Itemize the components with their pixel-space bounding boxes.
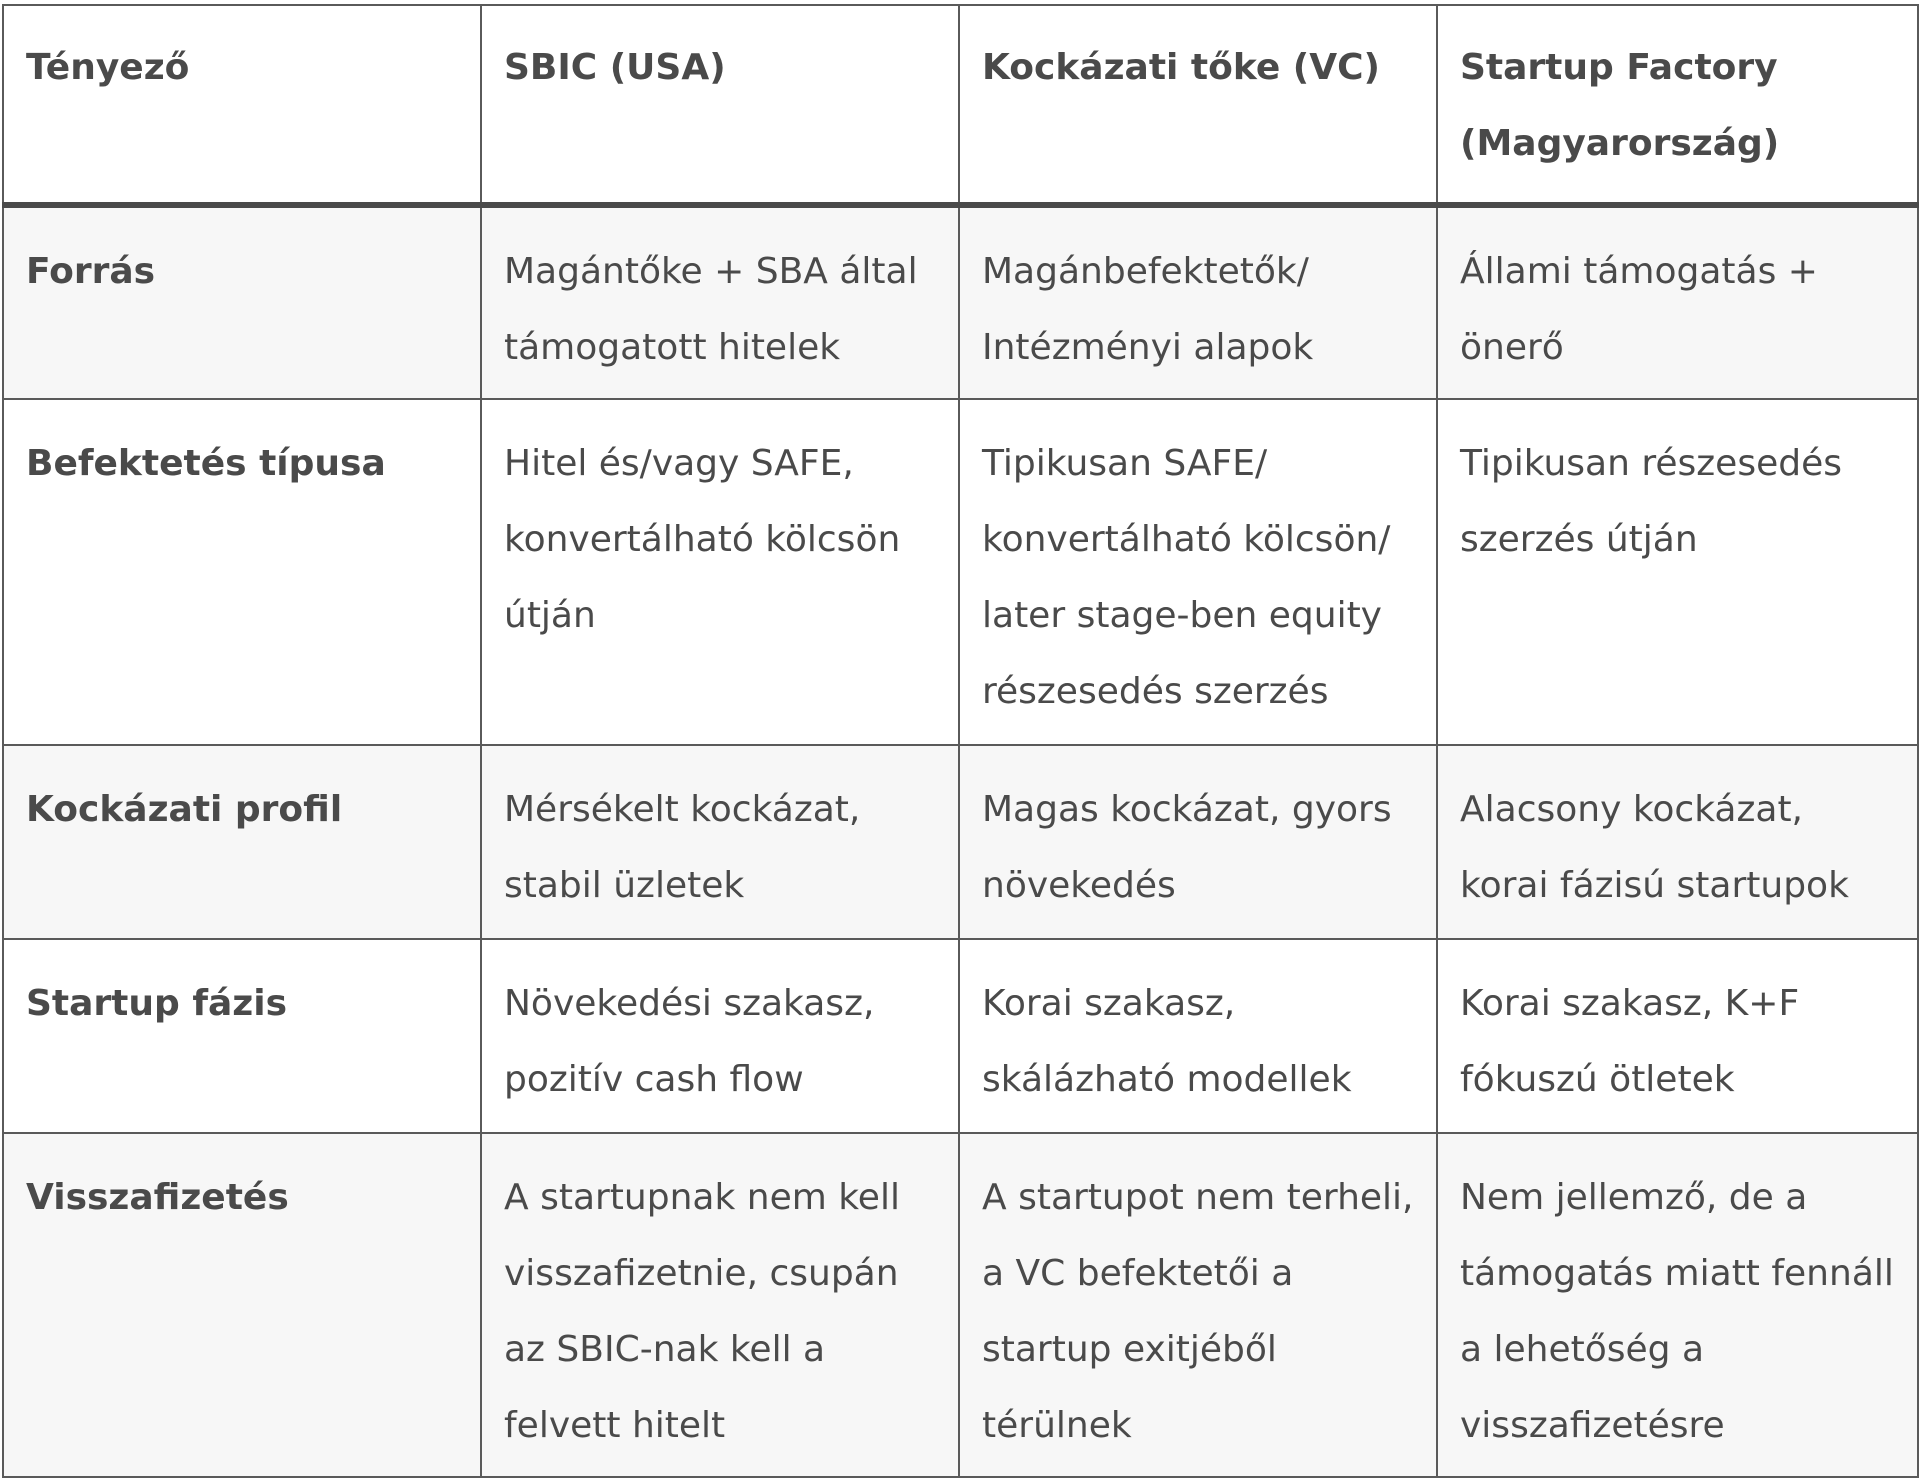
cell-startup-factory: Korai szakasz, K+F fókuszú ötletek	[1437, 939, 1918, 1133]
row-label-investment-type: Befektetés típusa	[3, 399, 481, 745]
cell-vc: Magánbefektetők/ Intézményi alapok	[959, 205, 1437, 399]
cell-vc: Magas kockázat, gyors növekedés	[959, 745, 1437, 939]
header-startup-factory: Startup Factory (Magyarország)	[1437, 5, 1918, 205]
row-label-source: Forrás	[3, 205, 481, 399]
cell-startup-factory: Tipikusan részesedés szerzés útján	[1437, 399, 1918, 745]
cell-vc: Korai szakasz, skálázható modellek	[959, 939, 1437, 1133]
cell-startup-factory: Alacsony kockázat, korai fázisú startupok	[1437, 745, 1918, 939]
table-row	[3, 205, 1918, 399]
header-row	[3, 5, 1918, 205]
cell-vc: A startupot nem terheli, a VC befektetői a startup exitjéből térülnek	[959, 1133, 1437, 1477]
table-row	[3, 939, 1918, 1133]
header-factor: Tényező	[3, 5, 481, 205]
cell-sbic: Növekedési szakasz, pozitív cash flow	[481, 939, 959, 1133]
table-row	[3, 745, 1918, 939]
table-header	[3, 5, 1918, 205]
header-sbic: SBIC (USA)	[481, 5, 959, 205]
cell-startup-factory: Állami támogatás + önerő	[1437, 205, 1918, 399]
header-vc: Kockázati tőke (VC)	[959, 5, 1437, 205]
cell-vc: Tipikusan SAFE/ konvertálható kölcsön/ later stage-ben equity részesedés szerzés	[959, 399, 1437, 745]
cell-startup-factory: Nem jellemző, de a támogatás miatt fennáll a lehetőség a visszafizetésre	[1437, 1133, 1918, 1477]
cell-sbic: Magántőke + SBA által támogatott hitelek	[481, 205, 959, 399]
cell-sbic: Hitel és/vagy SAFE, konvertálható kölcsön útján	[481, 399, 959, 745]
row-label-repayment: Visszafizetés	[3, 1133, 481, 1477]
cell-sbic: Mérsékelt kockázat, stabil üzletek	[481, 745, 959, 939]
row-label-startup-phase: Startup fázis	[3, 939, 481, 1133]
table-row	[3, 399, 1918, 745]
cell-sbic: A startupnak nem kell visszafizetnie, csupán az SBIC-nak kell a felvett hitelt	[481, 1133, 959, 1477]
row-label-risk-profile: Kockázati profil	[3, 745, 481, 939]
table-row	[3, 1133, 1918, 1477]
table-body	[3, 205, 1918, 1477]
comparison-table	[2, 4, 1919, 1478]
